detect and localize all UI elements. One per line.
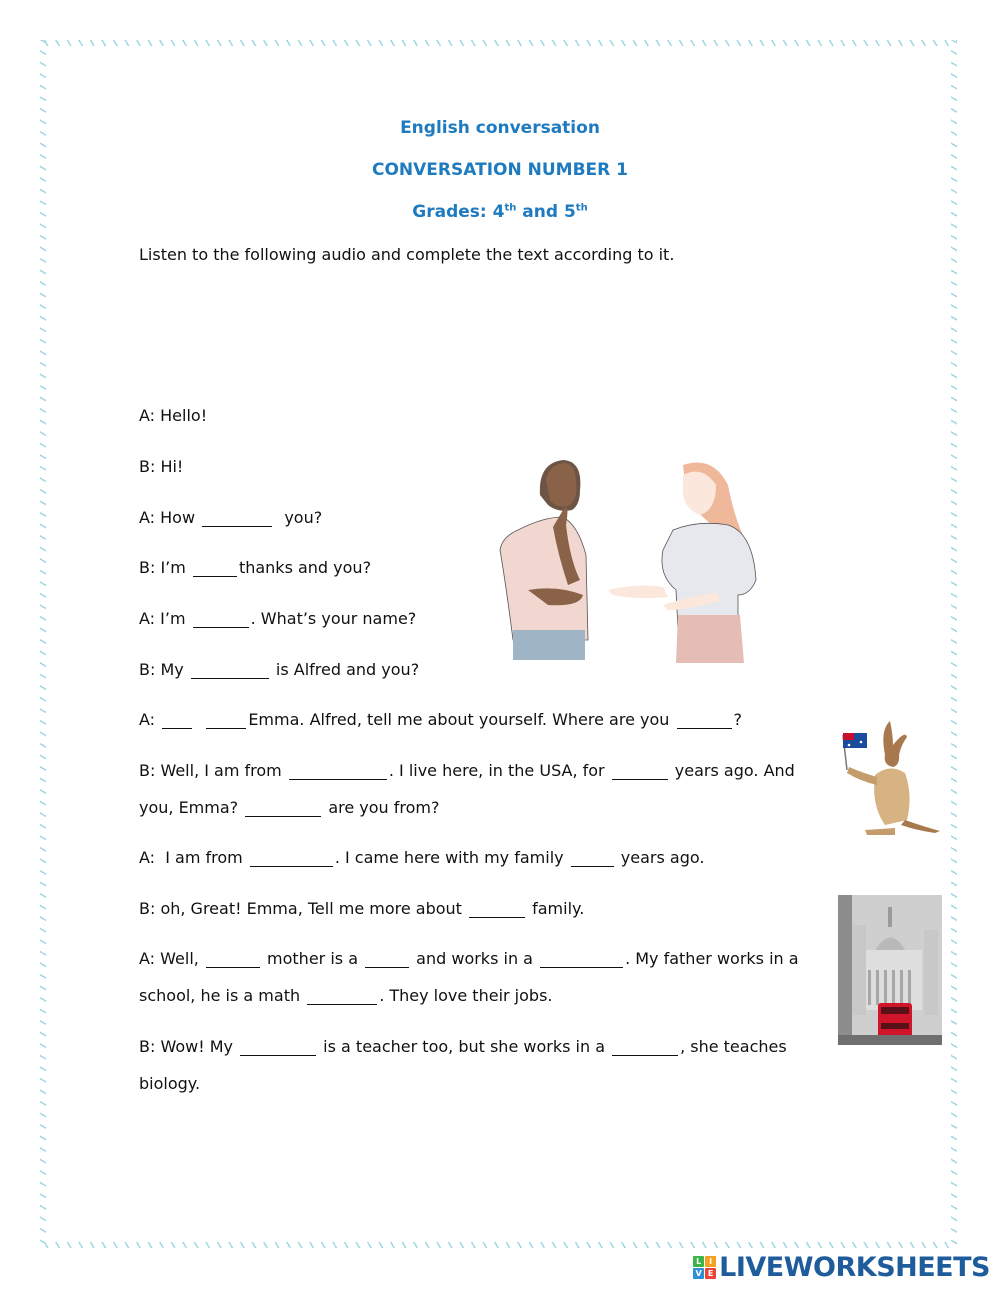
answer-blank[interactable] bbox=[612, 763, 668, 780]
answer-blank[interactable] bbox=[193, 560, 237, 577]
answer-input-l4-0[interactable] bbox=[193, 562, 237, 578]
grades-prefix: Grades: 4 bbox=[412, 202, 505, 222]
dialogue-line bbox=[139, 848, 704, 867]
dialogue-text: A: I am from bbox=[139, 848, 248, 867]
dialogue-text: . I live here, in the USA, for bbox=[388, 761, 610, 780]
answer-input-l12-0[interactable] bbox=[206, 953, 260, 969]
liveworksheets-logo-icon bbox=[693, 1256, 716, 1279]
dialogue-line bbox=[139, 457, 183, 476]
dialogue-text: . What’s your name? bbox=[250, 609, 417, 628]
answer-blank[interactable] bbox=[677, 712, 732, 729]
worksheet-subtitle: CONVERSATION NUMBER 1 bbox=[372, 160, 628, 180]
logo-letter-i: I bbox=[705, 1256, 716, 1267]
dialogue-text bbox=[194, 710, 204, 729]
answer-input-l12-1[interactable] bbox=[365, 953, 409, 969]
grades-sup-1: th bbox=[504, 202, 517, 214]
answer-blank[interactable] bbox=[202, 510, 272, 527]
dialogue-line bbox=[139, 660, 419, 679]
dialogue-text: B: Hi! bbox=[139, 457, 184, 476]
dialogue-text: A: bbox=[139, 710, 161, 729]
dialogue-text: . My father works in a bbox=[625, 949, 799, 968]
logo-letter-l: L bbox=[693, 1256, 704, 1267]
dialogue-text: B: Well, I am from bbox=[139, 761, 287, 780]
dialogue-text: school, he is a math bbox=[139, 986, 306, 1005]
answer-input-l7-2[interactable] bbox=[677, 714, 732, 730]
answer-blank[interactable] bbox=[240, 1039, 316, 1056]
logo-letter-v: V bbox=[693, 1268, 704, 1279]
answer-blank[interactable] bbox=[540, 951, 623, 968]
dialogue-text: years ago. bbox=[615, 848, 705, 867]
answer-blank[interactable] bbox=[193, 611, 249, 628]
dialogue-text: , she teaches bbox=[680, 1037, 787, 1056]
answer-blank[interactable] bbox=[191, 662, 269, 679]
answer-input-l14-1[interactable] bbox=[612, 1041, 678, 1057]
answer-input-l7-0[interactable] bbox=[162, 714, 192, 730]
border-top bbox=[40, 40, 957, 46]
dialogue-text: B: oh, Great! Emma, Tell me more about bbox=[139, 899, 468, 918]
answer-input-l5-0[interactable] bbox=[193, 613, 249, 629]
answer-input-l7-1[interactable] bbox=[206, 714, 246, 730]
dialogue-line bbox=[139, 710, 742, 729]
worksheet-title: English conversation bbox=[400, 118, 600, 138]
answer-blank[interactable] bbox=[469, 901, 525, 918]
answer-blank[interactable] bbox=[206, 712, 246, 729]
london-city-photo bbox=[838, 895, 942, 1045]
border-bottom bbox=[40, 1242, 957, 1248]
grades-mid: and 5 bbox=[516, 202, 576, 222]
answer-blank[interactable] bbox=[571, 850, 614, 867]
dialogue-line bbox=[139, 986, 552, 1005]
dialogue-line bbox=[139, 949, 799, 968]
dialogue-text: thanks and you? bbox=[238, 558, 372, 577]
dialogue-text: B: Wow! My bbox=[139, 1037, 239, 1056]
people-talking-illustration bbox=[488, 455, 763, 665]
dialogue-line bbox=[139, 1037, 787, 1056]
dialogue-text: you, Emma? bbox=[139, 798, 244, 817]
dialogue-line bbox=[139, 609, 416, 628]
answer-blank[interactable] bbox=[612, 1039, 678, 1056]
dialogue-text: A: Hello! bbox=[139, 406, 208, 425]
logo-letter-e: E bbox=[705, 1268, 716, 1279]
dialogue-line bbox=[139, 558, 371, 577]
kangaroo-flag-illustration bbox=[835, 715, 940, 840]
answer-input-l8-1[interactable] bbox=[612, 765, 668, 781]
answer-input-l9-0[interactable] bbox=[245, 802, 321, 818]
dialogue-text: B: I’m bbox=[139, 558, 191, 577]
answer-input-l6-0[interactable] bbox=[191, 664, 269, 680]
answer-blank[interactable] bbox=[162, 712, 192, 729]
answer-input-l11-0[interactable] bbox=[469, 903, 525, 919]
answer-input-l8-0[interactable] bbox=[289, 765, 387, 781]
dialogue-line bbox=[139, 761, 795, 780]
grades-sup-2: th bbox=[575, 202, 588, 214]
dialogue-text: is Alfred and you? bbox=[270, 660, 420, 679]
dialogue-text: years ago. And bbox=[669, 761, 795, 780]
dialogue-text: A: How bbox=[139, 508, 201, 527]
dialogue-text: mother is a bbox=[261, 949, 364, 968]
answer-input-l14-0[interactable] bbox=[240, 1041, 316, 1057]
answer-blank[interactable] bbox=[289, 763, 387, 780]
answer-blank[interactable] bbox=[206, 951, 260, 968]
dialogue-line bbox=[139, 798, 440, 817]
dialogue-line bbox=[139, 1074, 200, 1093]
answer-input-l10-0[interactable] bbox=[250, 852, 333, 868]
answer-input-l10-1[interactable] bbox=[571, 852, 614, 868]
liveworksheets-brand[interactable] bbox=[693, 1252, 990, 1283]
dialogue-text: biology. bbox=[139, 1074, 201, 1093]
dialogue-text: . They love their jobs. bbox=[379, 986, 553, 1005]
dialogue-text: and works in a bbox=[411, 949, 539, 968]
grades-heading bbox=[0, 202, 1000, 222]
dialogue-line bbox=[139, 899, 584, 918]
answer-input-l3-0[interactable] bbox=[202, 512, 272, 528]
instruction-text: Listen to the following audio and complete the text according to it. bbox=[139, 245, 675, 264]
dialogue-text: A: Well, bbox=[139, 949, 204, 968]
dialogue-text: B: My bbox=[139, 660, 189, 679]
dialogue-text: are you from? bbox=[323, 798, 440, 817]
answer-blank[interactable] bbox=[245, 800, 321, 817]
answer-blank[interactable] bbox=[250, 850, 333, 867]
answer-blank[interactable] bbox=[307, 988, 377, 1005]
liveworksheets-wordmark: LIVEWORKSHEETS bbox=[719, 1252, 990, 1283]
dialogue-text: is a teacher too, but she works in a bbox=[318, 1037, 611, 1056]
dialogue-text: you? bbox=[274, 508, 323, 527]
dialogue-text: A: I’m bbox=[139, 609, 191, 628]
answer-blank[interactable] bbox=[365, 951, 409, 968]
answer-input-l12-2[interactable] bbox=[540, 953, 623, 969]
answer-input-l13-0[interactable] bbox=[307, 990, 377, 1006]
dialogue-text: ? bbox=[733, 710, 742, 729]
dialogue-text: . I came here with my family bbox=[334, 848, 569, 867]
dialogue-line bbox=[139, 508, 322, 527]
dialogue-line bbox=[139, 406, 207, 425]
dialogue-text: family. bbox=[527, 899, 585, 918]
dialogue-text: Emma. Alfred, tell me about yourself. Where are you bbox=[248, 710, 675, 729]
